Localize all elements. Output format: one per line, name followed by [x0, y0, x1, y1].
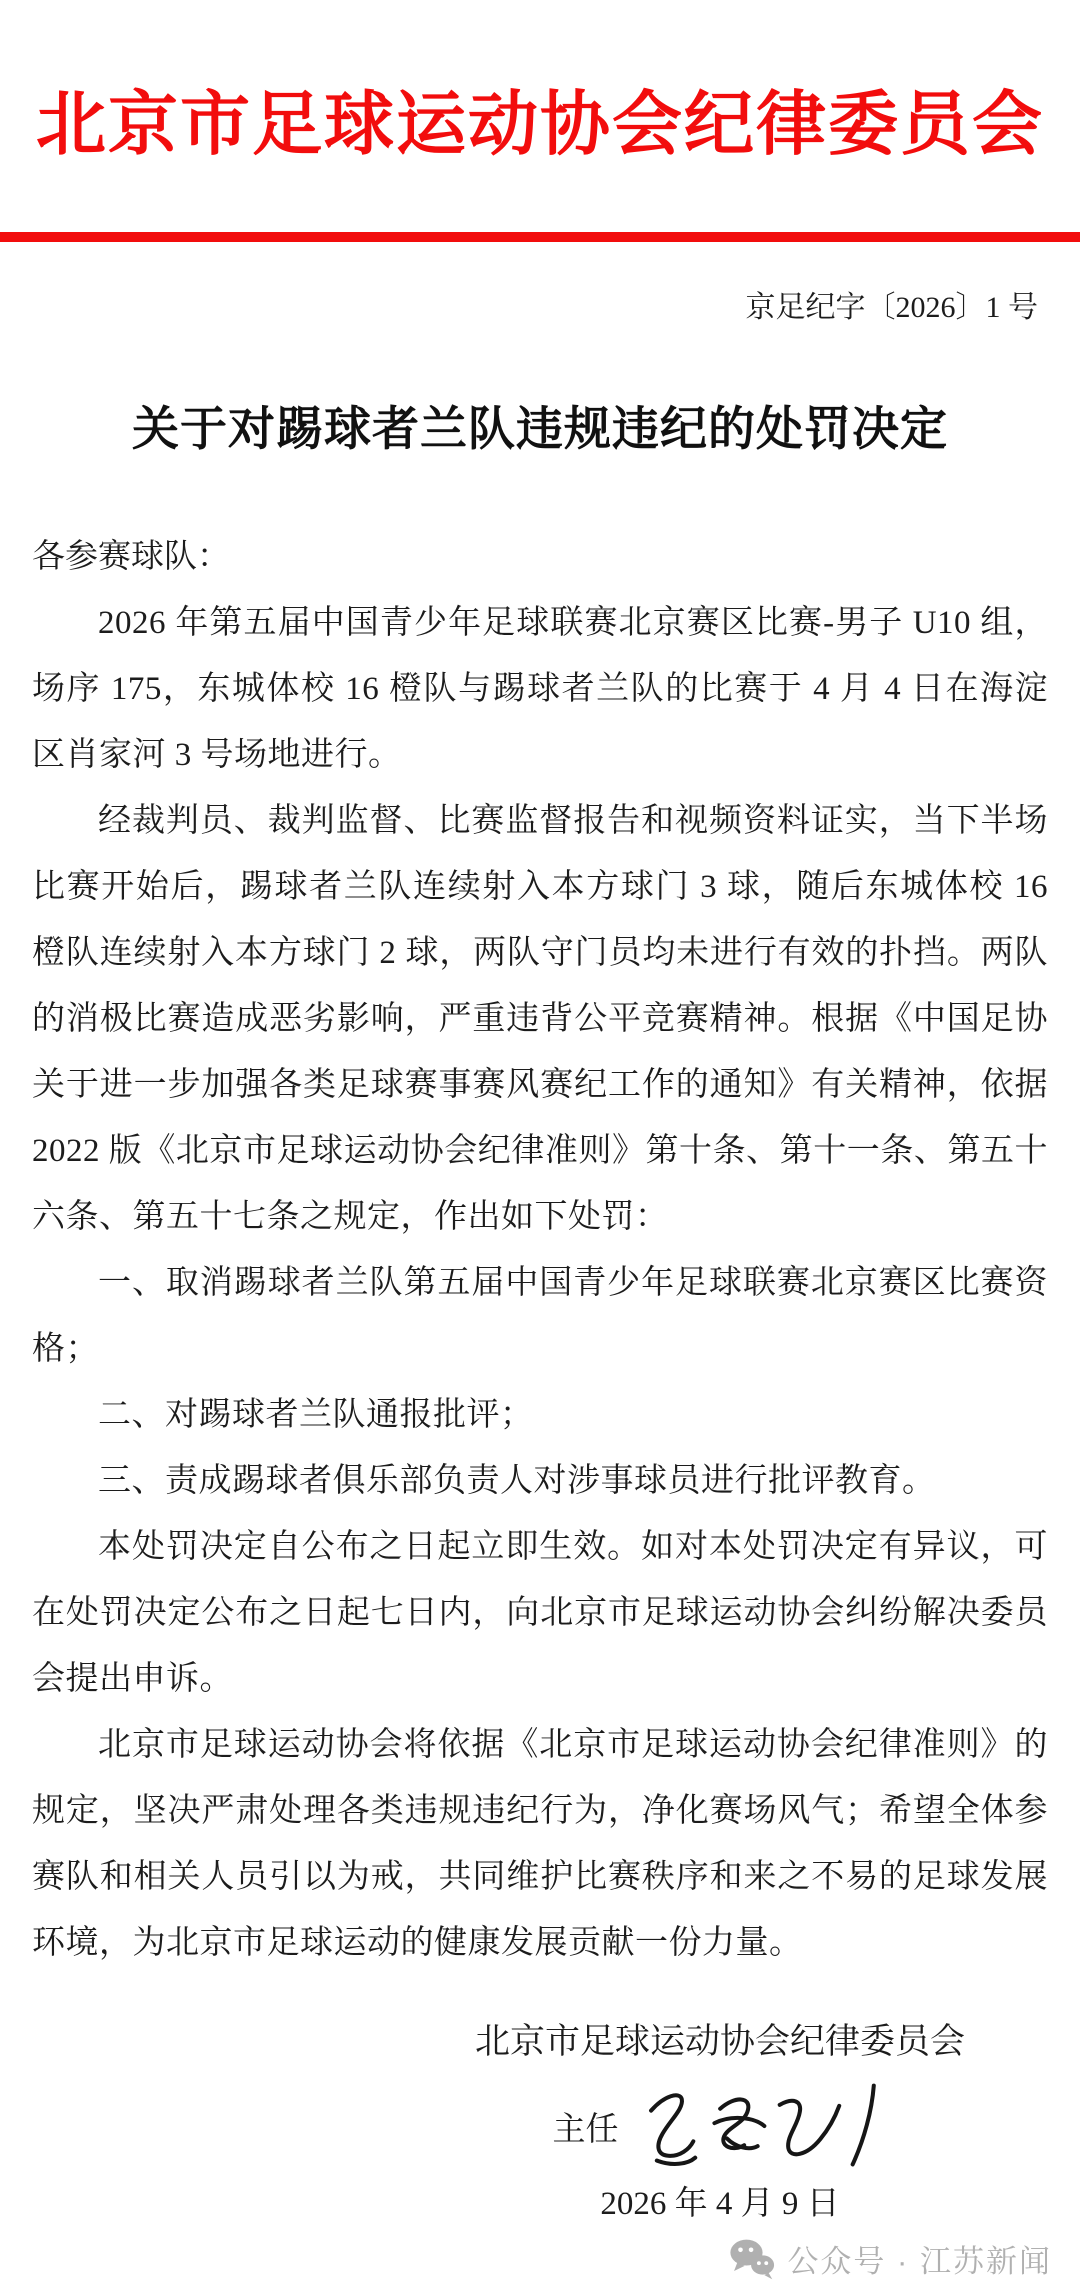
signature-block — [470, 2020, 970, 2224]
signature-org: 北京市足球运动协会纪律委员会 — [474, 2022, 965, 2061]
red-header-org-title: 北京市足球运动协会纪律委员会 — [36, 87, 1044, 164]
paragraph: 经裁判员、裁判监督、比赛监督报告和视频资料证实，当下半场比赛开始后，踢球者兰队连续射入本方球门 3 球，随后东城体校 16 橙队连续射入本方球门 2 球，两队守门员均未进行有效的扑挡。两队的消极比赛造成恶劣影响，严重违背公平竞赛精神。根据《中国足协关于进一步加强各类足球赛事赛风赛纪工作的通知》有关精神，依据 2022 版《北京市足球运动协会纪律准则》第十条、第十一条、第五十六条、第五十七条之规定，作出如下处罚： — [32, 803, 1048, 1235]
paragraph: 本处罚决定自公布之日起立即生效。如对本处罚决定有异议，可在处罚决定公布之日起七日内，向北京市足球运动协会纠纷解决委员会提出申诉。 — [32, 1529, 1048, 1697]
document-body — [0, 290, 1080, 2224]
signer-role: 主任 — [552, 2111, 619, 2148]
paragraph: 三、责成踢球者俱乐部负责人对涉事球员进行批评教育。 — [98, 1463, 936, 1499]
paragraph: 一、取消踢球者兰队第五届中国青少年足球联赛北京赛区比赛资格； — [32, 1265, 1048, 1367]
paragraph: 北京市足球运动协会将依据《北京市足球运动协会纪律准则》的规定，坚决严肃处理各类违规违纪行为，净化赛场风气；希望全体参赛队和相关人员引以为戒，共同维护比赛秩序和来之不易的足球发展环境，为北京市足球运动的健康发展贡献一份力量。 — [32, 1727, 1048, 1961]
signature-row — [470, 2078, 970, 2174]
document-title: 关于对踢球者兰队违规违纪的处罚决定 — [132, 404, 948, 456]
watermark-text: 公众号 · 江苏新闻 — [787, 2244, 1052, 2279]
signature-date: 2026 年 4 月 9 日 — [600, 2186, 840, 2222]
paragraph: 二、对踢球者兰队通报批评； — [98, 1397, 534, 1433]
paragraph: 2026 年第五届中国青少年足球联赛北京赛区比赛-男子 U10 组，场序 175，东城体校 16 橙队与踢球者兰队的比赛于 4 月 4 日在海淀区肖家河 3 号场地进行。 — [32, 605, 1048, 773]
salutation: 各参赛球队： — [32, 539, 230, 575]
wechat-icon — [729, 2237, 775, 2281]
watermark — [729, 2236, 1052, 2281]
body-paragraphs — [32, 524, 1048, 1976]
handwritten-signature — [633, 2078, 888, 2174]
header-divider — [0, 232, 1080, 242]
doc-number: 京足纪字〔2026〕1 号 — [745, 291, 1038, 324]
